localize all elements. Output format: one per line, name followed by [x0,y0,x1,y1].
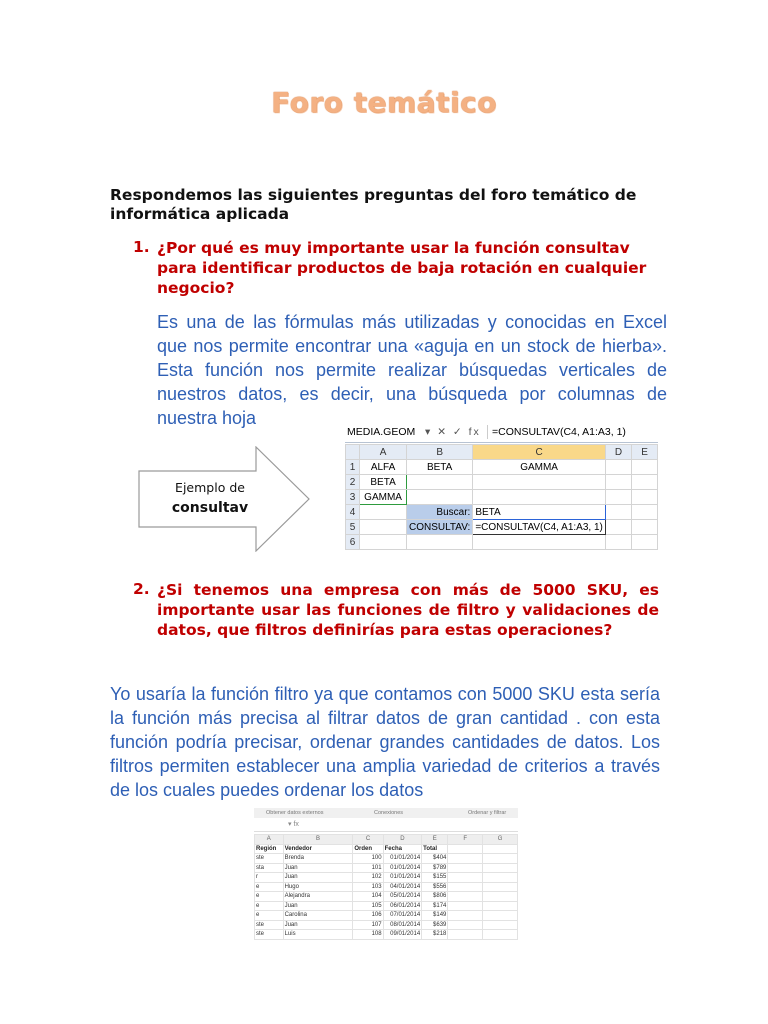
cell: 01/01/2014 [383,854,422,864]
cell: $404 [422,854,448,864]
cell: Brenda [283,854,353,864]
cell [632,520,658,535]
column-header: C [353,835,383,845]
cell [483,901,518,911]
cell [448,873,483,883]
cell: $218 [422,930,448,940]
sheet-grid [345,444,658,550]
column-header: E [632,445,658,460]
cell: e [255,911,284,921]
ribbon-group-label: Obtener datos externos [266,810,324,816]
question-2-text: ¿Si tenemos una empresa con más de 5000 SKU, es importante usar las funciones de filtro y validaciones de datos, que filtros definirías para estas operaciones? [157,581,659,639]
cell [632,460,658,475]
cell [360,520,407,535]
row-number: 1 [346,460,360,475]
cell [483,873,518,883]
cell [360,535,407,550]
cell [448,930,483,940]
cell: Luis [283,930,353,940]
arrow-callout-label [150,478,270,518]
cell: BETA [407,460,473,475]
row-number: 3 [346,490,360,505]
cell: 105 [353,901,383,911]
filter-header[interactable]: Fecha [383,844,422,854]
cell: 08/01/2014 [383,920,422,930]
cell: Juan [283,920,353,930]
formula-buttons: ▾ fx [288,821,299,828]
cell [483,892,518,902]
cell: 104 [353,892,383,902]
cell: ste [255,854,284,864]
answer-2-text: Yo usaría la función filtro ya que contamos con 5000 SKU esta sería la función más precisa al filtrar datos de gran cantidad . con esta función podría precisar, ordenar grandes cantidades de datos. Los filtros permiten establecer una amplia variedad de criterios a través de los cuales puedes ordenar los datos [110,684,660,800]
column-header: B [407,445,473,460]
cell [605,460,631,475]
cell: 04/01/2014 [383,882,422,892]
question-1-number: 1. [133,238,150,256]
cell [605,505,631,520]
cell [605,475,631,490]
cell: $789 [422,863,448,873]
cell [448,911,483,921]
cell: ste [255,930,284,940]
cell: Carolina [283,911,353,921]
row-number: 4 [346,505,360,520]
cell: ALFA [360,460,407,475]
corner-cell [346,445,360,460]
cell: 09/01/2014 [383,930,422,940]
formula-buttons: ▾ ✕ ✓ fx [425,426,481,438]
column-header: C [473,445,606,460]
cell: GAMMA [473,460,606,475]
sheet-grid [254,834,518,940]
cell [483,854,518,864]
table-row [255,882,518,892]
cell [483,844,518,854]
question-1-text: ¿Por qué es muy importante usar la función consultav para identificar productos de baja rotación en cualquier negocio? [157,239,647,297]
cell: 07/01/2014 [383,911,422,921]
table-row [255,920,518,930]
excel-consultav-screenshot [345,422,658,552]
column-header: A [255,835,284,845]
filter-header[interactable]: Orden [353,844,383,854]
cell: r [255,873,284,883]
cell [448,844,483,854]
page-title: Foro temático [271,86,497,119]
cell [632,490,658,505]
arrow-label-line2: consultav [171,500,249,516]
excel-filter-screenshot [254,808,518,938]
cell: $155 [422,873,448,883]
intro-heading: Respondemos las siguientes preguntas del foro temático de informática aplicada [110,186,637,223]
table-row [255,854,518,864]
cell [448,863,483,873]
row-number: 6 [346,535,360,550]
cell: e [255,892,284,902]
formula-bar [345,422,658,443]
cell: 108 [353,930,383,940]
ribbon-strip [254,808,518,818]
cell: $149 [422,911,448,921]
cell: Juan [283,863,353,873]
answer-1-text: Es una de las fórmulas más utilizadas y conocidas en Excel que nos permite encontrar una «aguja en un stock de hierba». Esta función nos permite realizar búsquedas verticales de nuestros datos, es decir, una búsqueda por columnas de nuestra hoja [157,312,667,428]
cell: Juan [283,873,353,883]
cell [448,901,483,911]
cell: Hugo [283,882,353,892]
cell: 01/01/2014 [383,873,422,883]
cell: GAMMA [360,490,407,505]
cell: 01/01/2014 [383,863,422,873]
cell: CONSULTAV: [407,520,473,535]
cell: sta [255,863,284,873]
cell: ste [255,920,284,930]
ribbon-group-label: Ordenar y filtrar [468,810,507,816]
cell: Buscar: [407,505,473,520]
ribbon-group-label: Conexiones [374,810,404,816]
column-header: G [483,835,518,845]
cell [448,920,483,930]
filter-header[interactable]: Región [255,844,284,854]
table-row [255,930,518,940]
cell: BETA [360,475,407,490]
cell [473,535,606,550]
cell [448,882,483,892]
cell [407,535,473,550]
table-row [255,863,518,873]
cell: 06/01/2014 [383,901,422,911]
cell: 05/01/2014 [383,892,422,902]
column-header: A [360,445,407,460]
cell: $556 [422,882,448,892]
cell [605,535,631,550]
cell [632,505,658,520]
table-row [255,873,518,883]
formula-text: =CONSULTAV(C4, A1:A3, 1) [487,425,652,439]
cell [632,535,658,550]
column-header: F [448,835,483,845]
name-box: MEDIA.GEOM [347,426,416,438]
cell: Juan [283,901,353,911]
cell [448,892,483,902]
table-row [255,892,518,902]
row-number: 2 [346,475,360,490]
row-number: 5 [346,520,360,535]
cell: e [255,901,284,911]
cell: Alejandra [283,892,353,902]
cell: 102 [353,873,383,883]
cell [483,920,518,930]
cell [448,854,483,864]
cell [407,490,473,505]
cell: 103 [353,882,383,892]
arrow-label-line1: Ejemplo de [175,480,245,495]
column-header: B [283,835,353,845]
cell [632,475,658,490]
table-row [255,911,518,921]
cell: 100 [353,854,383,864]
cell: BETA [473,505,606,520]
cell [483,863,518,873]
cell: e [255,882,284,892]
cell: 107 [353,920,383,930]
filter-header[interactable]: Total [422,844,448,854]
cell [605,490,631,505]
cell: $174 [422,901,448,911]
cell [473,475,606,490]
column-header: D [383,835,422,845]
question-2-number: 2. [133,580,150,598]
cell: $806 [422,892,448,902]
cell [483,882,518,892]
cell: =CONSULTAV(C4, A1:A3, 1) [473,520,606,535]
cell: 101 [353,863,383,873]
cell: $639 [422,920,448,930]
cell [483,911,518,921]
cell [407,475,473,490]
column-header: E [422,835,448,845]
cell [360,505,407,520]
filter-header[interactable]: Vendedor [283,844,353,854]
cell [473,490,606,505]
formula-bar [254,819,518,832]
column-header: D [605,445,631,460]
table-row [255,901,518,911]
cell [483,930,518,940]
cell: 106 [353,911,383,921]
cell [605,520,631,535]
